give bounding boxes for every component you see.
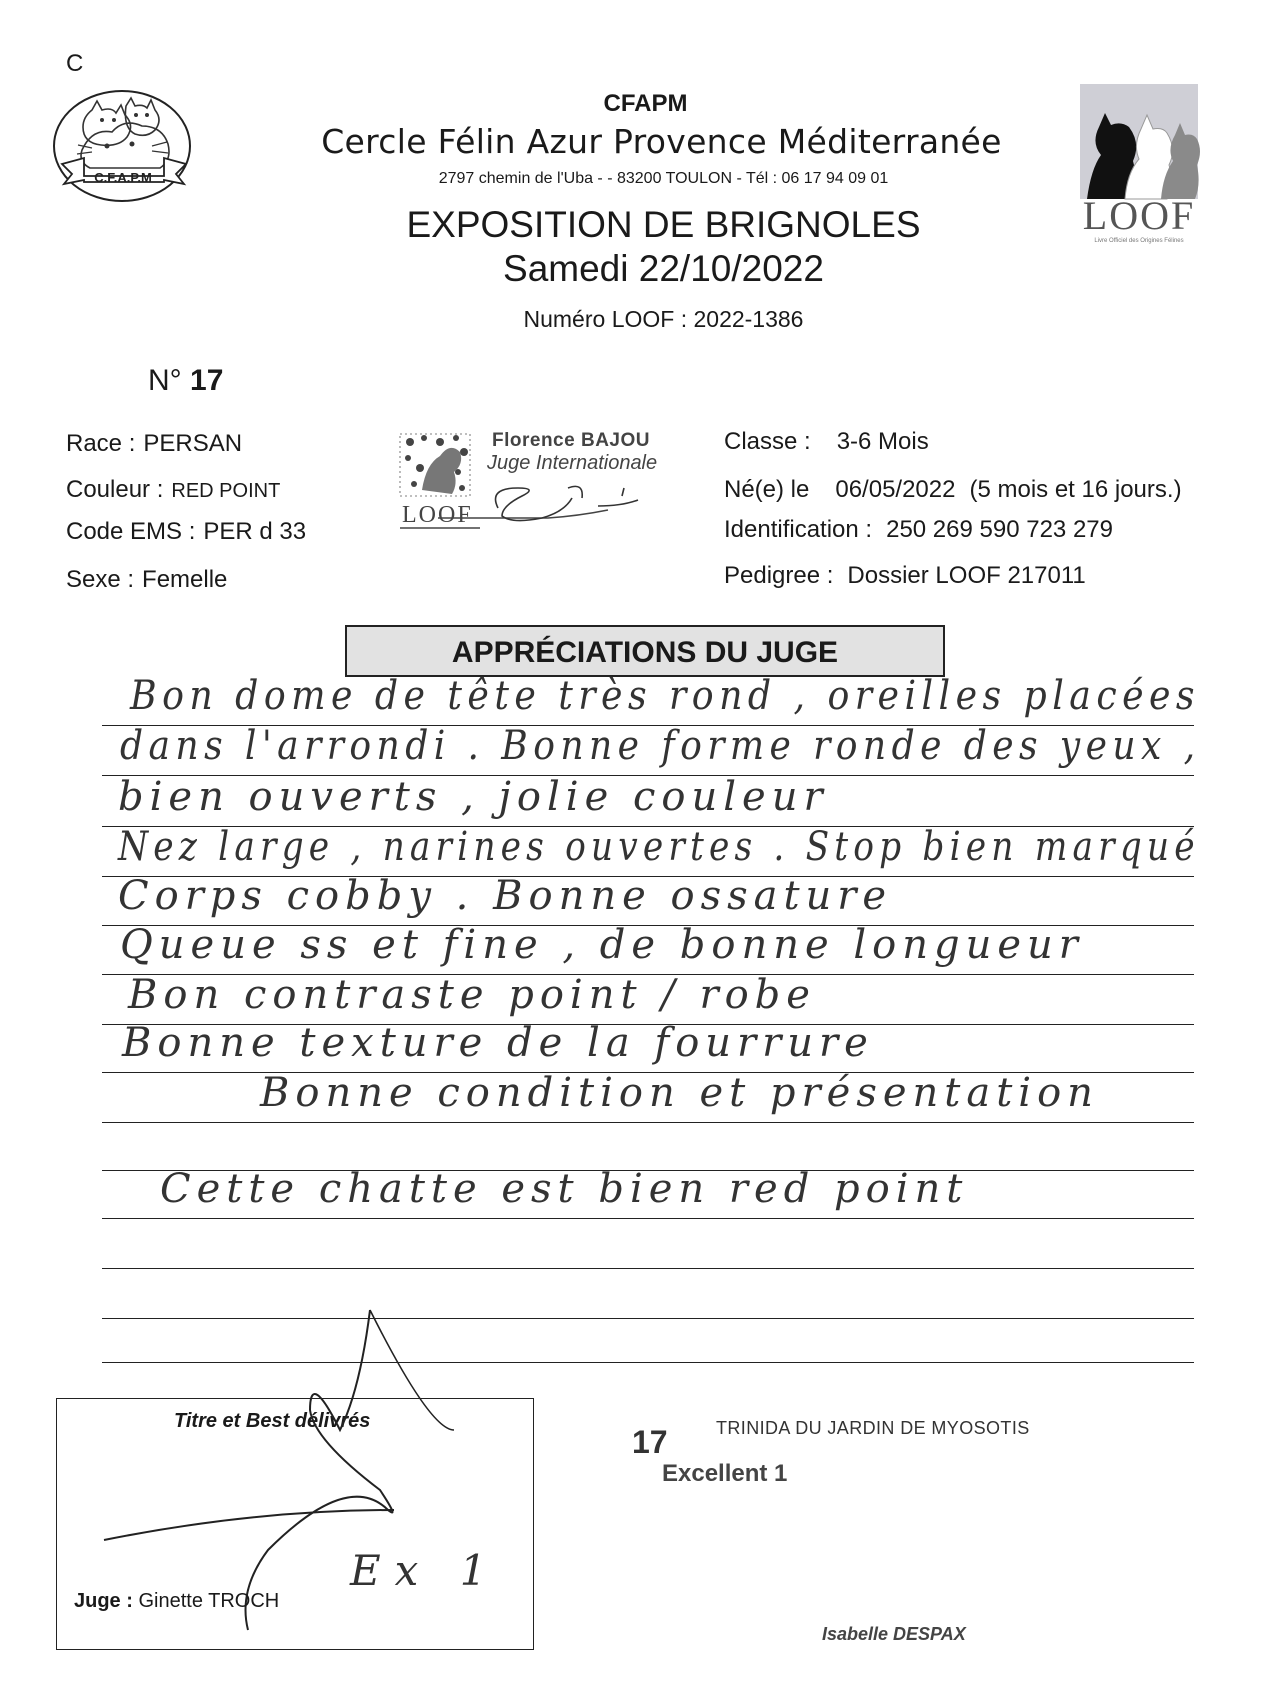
born-value: 06/05/2022 xyxy=(835,476,956,503)
age-value: (5 mois et 16 jours.) xyxy=(969,476,1182,503)
award-box-title: Titre et Best délivrés xyxy=(174,1410,371,1432)
field-class xyxy=(724,428,929,456)
sex-value: Femelle xyxy=(142,566,228,593)
judge-stamp-name: Florence BAJOU xyxy=(492,430,650,451)
loof-logo xyxy=(1075,84,1230,244)
steward-name: Isabelle DESPAX xyxy=(822,1624,966,1644)
result-number: 17 xyxy=(632,1424,668,1460)
club-name: Cercle Félin Azur Provence Méditerranée xyxy=(321,122,1002,161)
cat-number xyxy=(148,364,223,398)
pedigree-value: Dossier LOOF 217011 xyxy=(847,562,1086,589)
born-label: Né(e) le xyxy=(724,476,810,503)
loof-number: Numéro LOOF : 2022-1386 xyxy=(523,306,804,332)
award-judge xyxy=(74,1590,279,1613)
handwritten-line: Bon dome de tête très rond , oreilles placées xyxy=(130,673,1200,719)
handwritten-line: Bonne condition et présentation xyxy=(260,1070,1099,1116)
result-cat-name: TRINIDA DU JARDIN DE MYOSOTIS xyxy=(716,1418,1030,1438)
field-born xyxy=(724,476,1182,504)
class-label: Classe : xyxy=(724,428,811,455)
corner-mark: C xyxy=(66,50,84,77)
ruled-line xyxy=(102,1268,1194,1269)
cat-number-label: N° xyxy=(148,364,182,397)
field-sex xyxy=(66,566,227,594)
field-ems xyxy=(66,518,306,546)
handwritten-line: Bon contraste point / robe xyxy=(128,972,816,1018)
handwritten-line: Bonne texture de la fourrure xyxy=(122,1020,874,1066)
handwritten-line: Cette chatte est bien red point xyxy=(160,1166,969,1212)
race-value: PERSAN xyxy=(143,430,243,457)
handwritten-line: dans l'arrondi . Bonne forme ronde des yeux , xyxy=(120,723,1201,769)
sex-label: Sexe : xyxy=(66,566,135,593)
award-judge-label: Juge : xyxy=(74,1590,133,1612)
race-label: Race : xyxy=(66,430,136,457)
event-date: Samedi 22/10/2022 xyxy=(503,248,824,289)
color-value: RED POINT xyxy=(171,480,281,502)
club-acronym: CFAPM xyxy=(603,90,688,117)
club-address: 2797 chemin de l'Uba - - 83200 TOULON - Tél : 06 17 94 09 01 xyxy=(438,170,889,187)
event-title: EXPOSITION DE BRIGNOLES xyxy=(406,204,921,245)
handwritten-line: Corps cobby . Bonne ossature xyxy=(118,873,893,919)
ruled-line xyxy=(102,1218,1194,1219)
judge-stamp-title: Juge Internationale xyxy=(487,452,658,474)
color-label: Couleur : xyxy=(66,476,164,503)
judge-stamp-logo: LOOF xyxy=(402,502,473,528)
loof-logo-text: LOOF xyxy=(1082,193,1196,238)
handwritten-mark: Ex 1 xyxy=(350,1546,501,1595)
pedigree-label: Pedigree : xyxy=(724,562,834,589)
handwritten-line: Nez large , narines ouvertes . Stop bien marqué xyxy=(118,824,1200,870)
loof-logo-tagline: Livre Officiel des Origines Félines xyxy=(1094,238,1184,244)
ruled-line xyxy=(102,1122,1194,1123)
id-label: Identification : xyxy=(724,516,873,543)
class-value: 3-6 Mois xyxy=(836,428,929,455)
ems-value: PER d 33 xyxy=(203,518,307,545)
field-race xyxy=(66,430,242,458)
field-identification xyxy=(724,516,1113,544)
ems-label: Code EMS : xyxy=(66,518,196,545)
cat-number-value: 17 xyxy=(190,364,224,397)
handwritten-line: Queue ss et fine , de bonne longueur xyxy=(120,922,1084,968)
result-grade: Excellent 1 xyxy=(662,1460,788,1487)
club-logo-text: C.F.A.P.M xyxy=(94,170,152,185)
award-judge-name: Ginette TROCH xyxy=(138,1590,280,1612)
appreciation-heading: APPRÉCIATIONS DU JUGE xyxy=(345,625,945,677)
field-color xyxy=(66,476,280,504)
id-value: 250 269 590 723 279 xyxy=(886,516,1113,543)
handwritten-line: bien ouverts , jolie couleur xyxy=(118,774,829,820)
field-pedigree xyxy=(724,562,1086,590)
